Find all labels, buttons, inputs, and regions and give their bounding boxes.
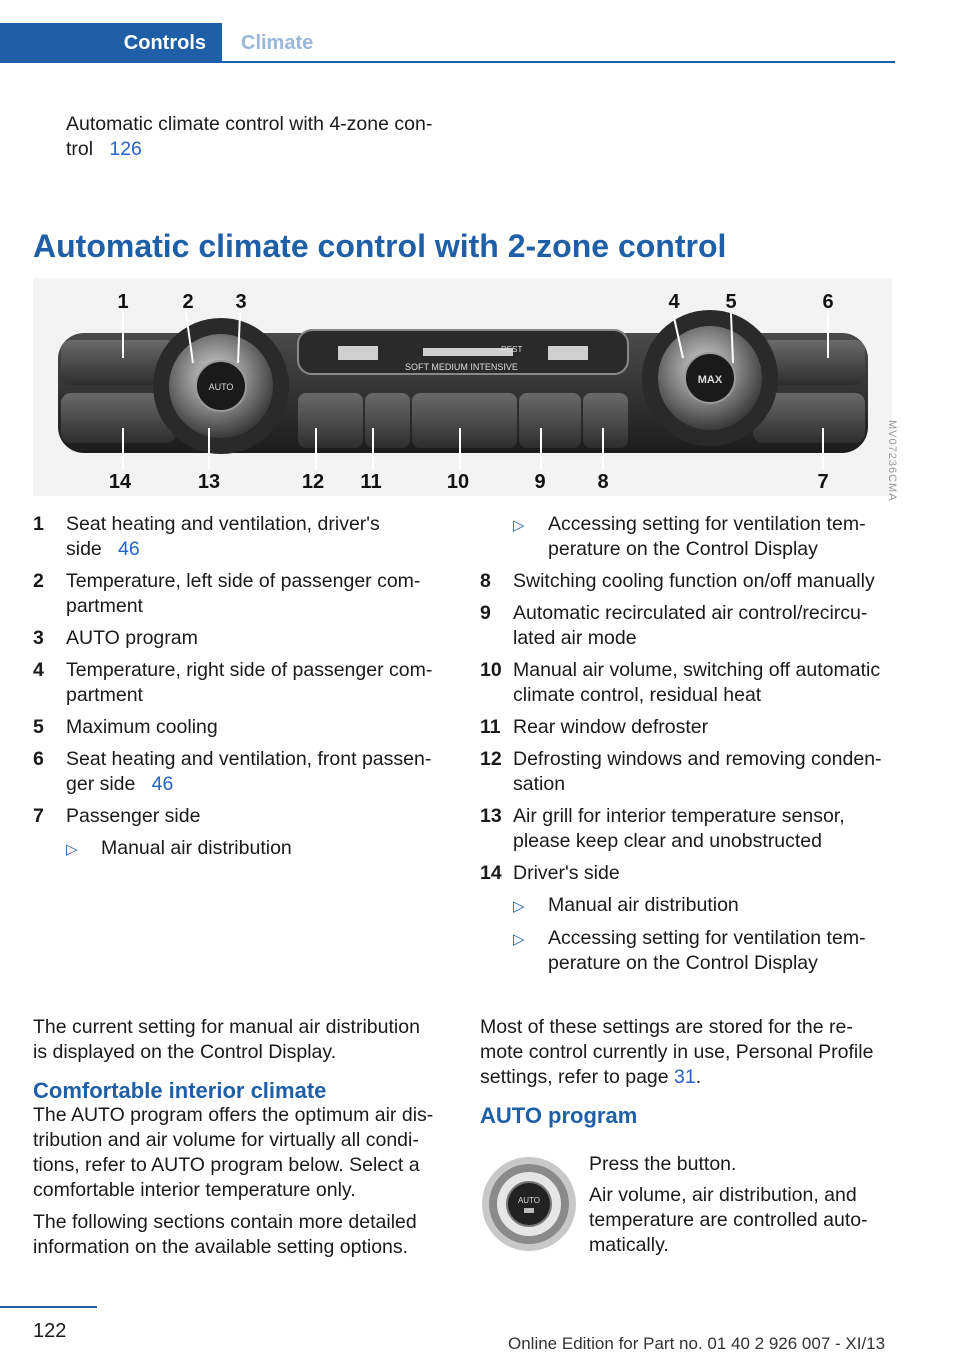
legend-item: [480, 715, 708, 740]
display-rest: REST: [501, 345, 523, 354]
left-column-text: [33, 1015, 453, 1260]
legend-subtext: Manual air distribution: [101, 837, 292, 859]
legend-text: Switching cooling function on/off manually: [513, 570, 875, 592]
legend-item: [480, 804, 845, 854]
paragraph-line: Press the button.: [589, 1153, 737, 1175]
paragraph-line: matically.: [589, 1234, 669, 1256]
paragraph-line: mote control currently in use, Personal Profile: [480, 1041, 874, 1063]
auto-knob-label: AUTO: [208, 382, 234, 392]
legend-num: 7: [33, 805, 44, 827]
legend-subtext: Accessing setting for ventilation tem-: [548, 927, 866, 949]
section-title: Automatic climate control with 2-zone control: [33, 228, 727, 264]
legend-text: side: [66, 538, 102, 560]
ac-button: [583, 393, 628, 448]
tab-controls-label: Controls: [123, 31, 206, 54]
section-heading: Comfortable interior climate: [33, 1078, 327, 1103]
legend-num: 9: [480, 602, 491, 624]
legend-item: [480, 861, 620, 886]
legend-text: Seat heating and ventilation, driver's: [66, 513, 380, 535]
legend-text: please keep clear and unobstructed: [513, 830, 822, 852]
legend-num: 10: [480, 659, 502, 681]
legend-item: [33, 747, 431, 797]
paragraph-line: comfortable interior temperature only.: [33, 1179, 356, 1201]
auto-button-image: [480, 1155, 578, 1253]
auto-button-label: AUTO: [517, 1196, 541, 1205]
control-panel-illustration: [33, 278, 892, 496]
triangle-bullet-icon: ▷: [513, 931, 525, 948]
legend-text: lated air mode: [513, 627, 637, 649]
tab-controls[interactable]: [0, 23, 222, 63]
legend-text: AUTO program: [66, 627, 198, 649]
legend-text: Defrosting windows and removing conden-: [513, 748, 882, 770]
auto-program-text: [589, 1152, 899, 1258]
legend-num: 12: [480, 748, 502, 770]
legend-text: Manual air volume, switching off automatic: [513, 659, 881, 681]
tab-climate-label: Climate: [241, 31, 314, 54]
intro-page-link[interactable]: 126: [109, 138, 142, 160]
intro-line-1: Automatic climate control with 4-zone con-: [66, 113, 433, 135]
paragraph-line: settings, refer to page: [480, 1066, 669, 1088]
triangle-bullet-icon: ▷: [66, 841, 78, 858]
paragraph-line: tribution and air volume for virtually all condi-: [33, 1129, 419, 1151]
paragraph-line: Most of these settings are stored for the re-: [480, 1016, 853, 1038]
legend-item: [33, 715, 218, 740]
legend-item: [480, 601, 867, 651]
legend-text: ger side: [66, 773, 136, 795]
footer-rule: [0, 1306, 97, 1308]
callout-10: 10: [446, 471, 470, 493]
callout-11: 11: [360, 471, 382, 493]
legend-num: 4: [33, 659, 44, 681]
page-link[interactable]: 31: [674, 1066, 696, 1088]
fan-button: [412, 393, 517, 448]
legend-text: Maximum cooling: [66, 716, 218, 738]
legend-num: 3: [33, 627, 44, 649]
legend-item: [480, 569, 875, 594]
legend-num: 6: [33, 748, 44, 770]
callout-4: 4: [668, 291, 680, 313]
legend-num: 13: [480, 805, 502, 827]
legend-subitem: [513, 926, 866, 976]
intro-line-2: trol: [66, 138, 94, 160]
right-column-text: Most of these settings are stored for the re- mote control currently in use, Personal Profile settings, refer to page 31. AUTO program: [480, 1015, 900, 1128]
legend-text: Automatic recirculated air control/recircu-: [513, 602, 868, 624]
image-code: MV07236CMA: [886, 420, 898, 502]
triangle-bullet-icon: ▷: [513, 898, 525, 915]
paragraph-line: Air volume, air distribution, and: [589, 1184, 857, 1206]
legend-subtext: Manual air distribution: [548, 894, 739, 916]
page-link[interactable]: 46: [118, 538, 140, 560]
legend-text: Passenger side: [66, 805, 201, 827]
callout-13: 13: [197, 471, 221, 493]
display-temp-right: [548, 346, 588, 360]
tab-climate[interactable]: [224, 23, 334, 63]
callout-2: 2: [182, 291, 194, 313]
callout-14: 14: [108, 471, 132, 493]
paragraph-line: information on the available setting options.: [33, 1236, 409, 1258]
online-edition-text: Online Edition for Part no. 01 40 2 926 007 - XI/13: [508, 1334, 886, 1353]
callout-6: 6: [822, 291, 834, 313]
legend-num: 11: [480, 716, 501, 738]
callout-3: 3: [235, 291, 247, 313]
legend-text: Driver's side: [513, 862, 620, 884]
rear-defrost-button: [365, 393, 410, 448]
legend-text: Temperature, left side of passenger com-: [66, 570, 421, 592]
legend-item: [480, 747, 882, 797]
paragraph-line: The AUTO program offers the optimum air dis-: [33, 1104, 434, 1126]
callout-8: 8: [597, 471, 609, 493]
legend-subitem: [66, 836, 292, 862]
legend-text: sation: [513, 773, 566, 795]
legend-text: partment: [66, 595, 143, 617]
legend-text: partment: [66, 684, 143, 706]
legend-item: [33, 804, 200, 829]
page-link[interactable]: 46: [151, 773, 174, 795]
legend-text: Air grill for interior temperature sensor,: [513, 805, 845, 827]
legend-subtext: perature on the Control Display: [548, 952, 818, 974]
climate-control-figure: [33, 278, 892, 496]
callout-7: 7: [817, 471, 829, 493]
legend-text: Rear window defroster: [513, 716, 709, 738]
header-rule: [0, 61, 895, 63]
page-number: 122: [33, 1320, 67, 1342]
section-heading: AUTO program: [480, 1103, 638, 1128]
legend-item: [33, 658, 432, 708]
paragraph-line: The current setting for manual air distribution: [33, 1016, 420, 1038]
legend-num: 8: [480, 570, 491, 592]
legend-item: [33, 626, 198, 651]
legend-num: 2: [33, 570, 44, 592]
legend-subtext: Accessing setting for ventilation tem-: [548, 513, 866, 535]
recirc-button: [519, 393, 581, 448]
defrost-front-button: [298, 393, 363, 448]
display-temp-left: [338, 346, 378, 360]
legend-text: Temperature, right side of passenger com-: [66, 659, 433, 681]
intro-text: [66, 112, 432, 162]
legend-subitem: [513, 512, 866, 562]
legend-num: 1: [33, 513, 44, 535]
paragraph-line: The following sections contain more detailed: [33, 1211, 417, 1233]
legend-item: [480, 658, 880, 708]
max-knob-label: MAX: [697, 374, 723, 386]
callout-12: 12: [301, 471, 325, 493]
callout-1: 1: [117, 291, 129, 313]
display-intensity-bar: [423, 348, 513, 356]
triangle-bullet-icon: ▷: [513, 517, 525, 534]
callout-5: 5: [725, 291, 737, 313]
legend-num: 14: [480, 862, 502, 884]
legend-item: [33, 512, 380, 562]
paragraph-line: tions, refer to AUTO program below. Select a: [33, 1154, 420, 1176]
legend-item: [33, 569, 420, 619]
legend-subitem: [513, 893, 739, 919]
legend-text: Seat heating and ventilation, front passen-: [66, 748, 432, 770]
legend-text: climate control, residual heat: [513, 684, 762, 706]
legend-subtext: perature on the Control Display: [548, 538, 818, 560]
paragraph-line: temperature are controlled auto-: [589, 1209, 868, 1231]
legend-num: 5: [33, 716, 44, 738]
paragraph-line: is displayed on the Control Display.: [33, 1041, 337, 1063]
display-text: SOFT MEDIUM INTENSIVE: [405, 362, 518, 372]
callout-9: 9: [534, 471, 546, 493]
